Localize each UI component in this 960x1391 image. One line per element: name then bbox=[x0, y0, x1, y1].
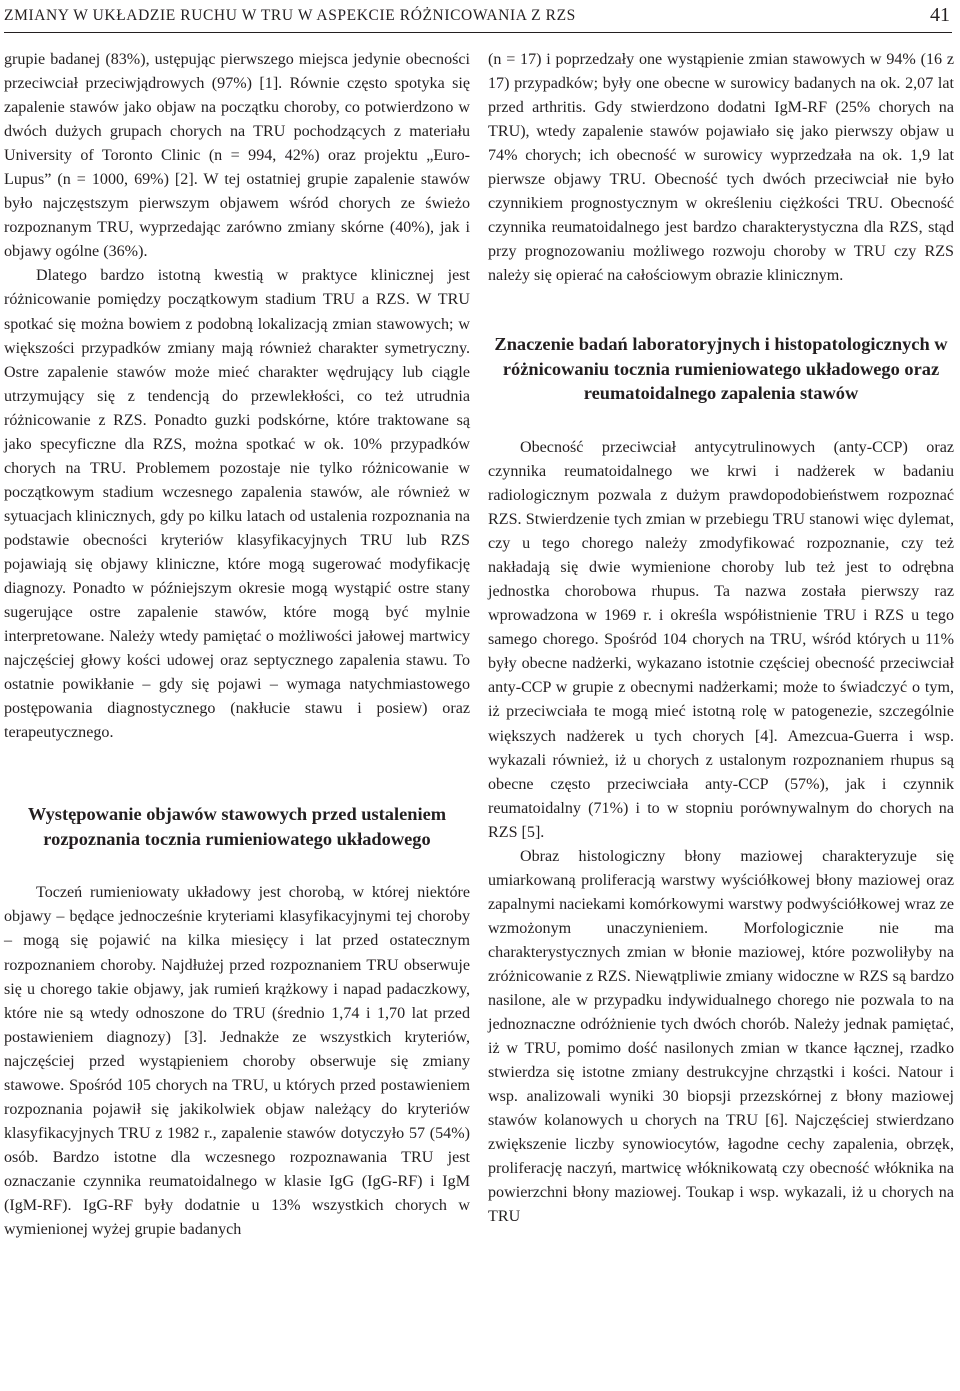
body-paragraph: Obecność przeciwciał antycytrulinowych (anty-CCP) oraz czynnika reumatoidalnego we krwi i nadżerek w badaniu radiologicznym pozwala z dużym prawdopodobieństwem rozpoznać RZS. Stwierdzenie tych zmian w przebiegu TRU stanowi więc dylemat, czy u tego chorego należy zmodyfikować rozpoznanie, czy też nakładają się dwie wymienione choroby lub też jest to odrębna jednostka chorobowa rhupus. Ta nazwa została pierwszy raz wprowadzona w 1969 r. i określa współistnienie TRU i RZS u tego samego chorego. Spośród 104 chorych na TRU, wśród których u 11% były obecne nadżerki, wykazano istotnie częściej obecność przeciwciał anty-CCP w grupie z obecnymi nadżerkami; może to świadczyć o tym, iż przeciwciała te mogą mieć istotną rolę w patogenezie, szczególnie większych nadżerek u tych chorych [4]. Amezcua-Guerra i wsp. wykazali również, iż u chorych z ustalonym rozpoznaniem rhupus są obecne często przeciwciała anty-CCP (57%), jak i czynnik reumatoidalny (71%) i to w stopniu porównywalnym do chorych na RZS [5]. bbox=[488, 438, 954, 841]
left-column bbox=[4, 48, 470, 1242]
section-heading: Występowanie objawów stawowych przed ustaleniem rozpoznania tocznia rumieniowatego układowego bbox=[27, 804, 447, 849]
running-title: ZMIANY W UKŁADZIE RUCHU W TRU W ASPEKCIE RÓŻNICOWANIA Z RZS bbox=[4, 7, 576, 24]
body-paragraph: Toczeń rumieniowaty układowy jest chorobą, w której niektóre objawy – będące jednocześnie kryteriami klasyfikacyjnymi tej choroby – mogą się pojawić na kilka miesięcy i lat przed ostatecznym rozpoznaniem choroby. Najdłużej przed rozpoznaniem TRU obserwuje się u chorego takie objawy, jak rumień krążkowy i napad padaczkowy, które nie są wtedy odnoszone do TRU (średnio 1,74 i 1,70 lat przed postawieniem diagnozy) [3]. Jednakże ze wszystkich kryteriów, najczęściej przed wystąpieniem choroby obserwuje się zmiany stawowe. Spośród 105 chorych na TRU, u których przed postawieniem rozpoznania pojawił się jakikolwiek objaw należący do kryteriów klasyfikacyjnych TRU z 1982 r., zapalenie stawów dotyczyło 57 (54%) osób. Bardzo istotne dla wczesnego rozpoznawania TRU jest oznaczanie czynnika reumatoidalnego w klasie IgG (IgG-RF) i IgM (IgM-RF). IgG-RF były dodatnie u 13% wszystkich chorych w wymienionej wyżej grupie badanych bbox=[4, 884, 470, 1239]
page-header bbox=[4, 2, 952, 33]
body-paragraph: grupie badanej (83%), ustępując pierwszego miejsca jedynie obecności przeciwciał przeciwjądrowych (97%) [1]. Równie często spotyka się zapalenie stawów jako objaw na początku choroby, co potwierdzono w dwóch dużych grupach chorych na TRU pochodzących z materiału University of Toronto Clinic (n = 994, 42%) oraz projektu „Euro-Lupus” (n = 1000, 69%) [2]. W tej ostatniej grupie zapalenie stawów było najczęstszym pierwszym objawem wśród chorych ze świeżo rozpoznanym TRU, wyprzedając zarówno zmiany skórne (40%), jak i objawy ogólne (36%). bbox=[4, 51, 470, 261]
body-paragraph: Dlatego bardzo istotną kwestią w praktyce klinicznej jest różnicowanie pomiędzy początkowym stadium TRU a RZS. W TRU spotkać się można bowiem z podobną lokalizacją zmian stawowych; w większości przypadków zmiany mają również charakter symetryczny. Ostre zapalenie stawów może mieć charakter wędrujący lub ciągle utrzymujący się z tendencją do przewlekłości, co też utrudnia różnicowanie z RZS. Ponadto guzki podskórne, które traktowane są jako specyficzne dla RZS, można spotkać w ok. 10% przypadków chorych na TRU. Problemem pozostaje nie tylko różnicowanie w początkowym stadium wczesnego zapalenia stawów, ale również w sytuacjach klinicznych, gdy po kilku latach od ustalenia rozpoznania na podstawie obecności kryteriów klasyfikacyjnych TRU lub RZS pojawiają się objawy kliniczne, które mogą sugerować modyfikację diagnozy. Ponadto w późniejszym okresie mogą wystąpić ostre stany sugerujące ostre zapalenie stawów, które mogą być mylnie interpretowane. Należy wtedy pamiętać o możliwości jałowej martwicy najczęściej głowy kości udowej oraz septycznego zapalenia stawu. To ostatnie powikłanie – gdy się pojawi – wymaga natychmiastowego postępowania diagnostycznego (nakłucie stawu i posiew) oraz terapeutycznego. bbox=[4, 267, 470, 742]
body-paragraph: (n = 17) i poprzedzały one wystąpienie zmian stawowych w 94% (16 z 17) przypadków; były one obecne w surowicy badanych na ok. 2,07 lat przed arthritis. Gdy stwierdzono dodatni IgM-RF (25% chorych na TRU), wtedy zapalenie stawów pojawiało się jako pierwszy objaw u 74% chorych; ich obecność w surowicy wyprzedzała na ok. 1,9 lat pierwsze objawy TRU. Obecność tych dwóch przeciwciał nie było czynnikiem prognostycznym w określeniu ciężkości TRU. Obecność czynnika reumatoidalnego jest bardzo charakterystyczna dla RZS, stąd przy prognozowaniu możliwego rozwoju choroby w TRU czy RZS należy się opierać na całościowym obrazie klinicznym. bbox=[488, 51, 954, 285]
section-heading: Znaczenie badań laboratoryjnych i histopatologicznych w różnicowaniu tocznia rumieniowatego układowego oraz reumatoidalnego zapalenia stawów bbox=[494, 334, 948, 404]
body-paragraph: Obraz histologiczny błony maziowej charakteryzuje się umiarkowaną proliferacją warstwy wyściółkowej błony maziowej oraz zapalnymi naciekami komórkowymi warstwy podwyściółkowej wraz ze wzmożonym unaczynieniem. Morfologicznie nie ma charakterystycznych zmian w błonie maziowej, które pozwoliłyby na zróżnicowanie z RZS. Niewątpliwie zmiany widoczne w RZS są bardzo nasilone, ale w przypadku indywidualnego chorego nie pozwala to na jednoznaczne odróżnienie tych dwóch chorób. Należy jednak pamiętać, iż w TRU, pomimo dość nasilonych zmian w tkance łącznej, rzadko stwierdza się istotne zmiany destrukcyjne chrząstki i kości. Natour i wsp. analizowali wyniki 30 biopsji przezskórnej z błony maziowej stawów kolanowych u chorych na TRU [6]. Najczęściej stwierdzano zwiększenie liczby synowiocytów, łagodne cechy zapalenia, obrzęk, proliferację naczyń, martwicę włóknikowatą czy obecność włóknika na powierzchni błony maziowej. Toukap i wsp. wykazali, iż u chorych na TRU bbox=[488, 847, 954, 1226]
page-number: 41 bbox=[930, 4, 950, 26]
right-column bbox=[488, 48, 954, 1230]
